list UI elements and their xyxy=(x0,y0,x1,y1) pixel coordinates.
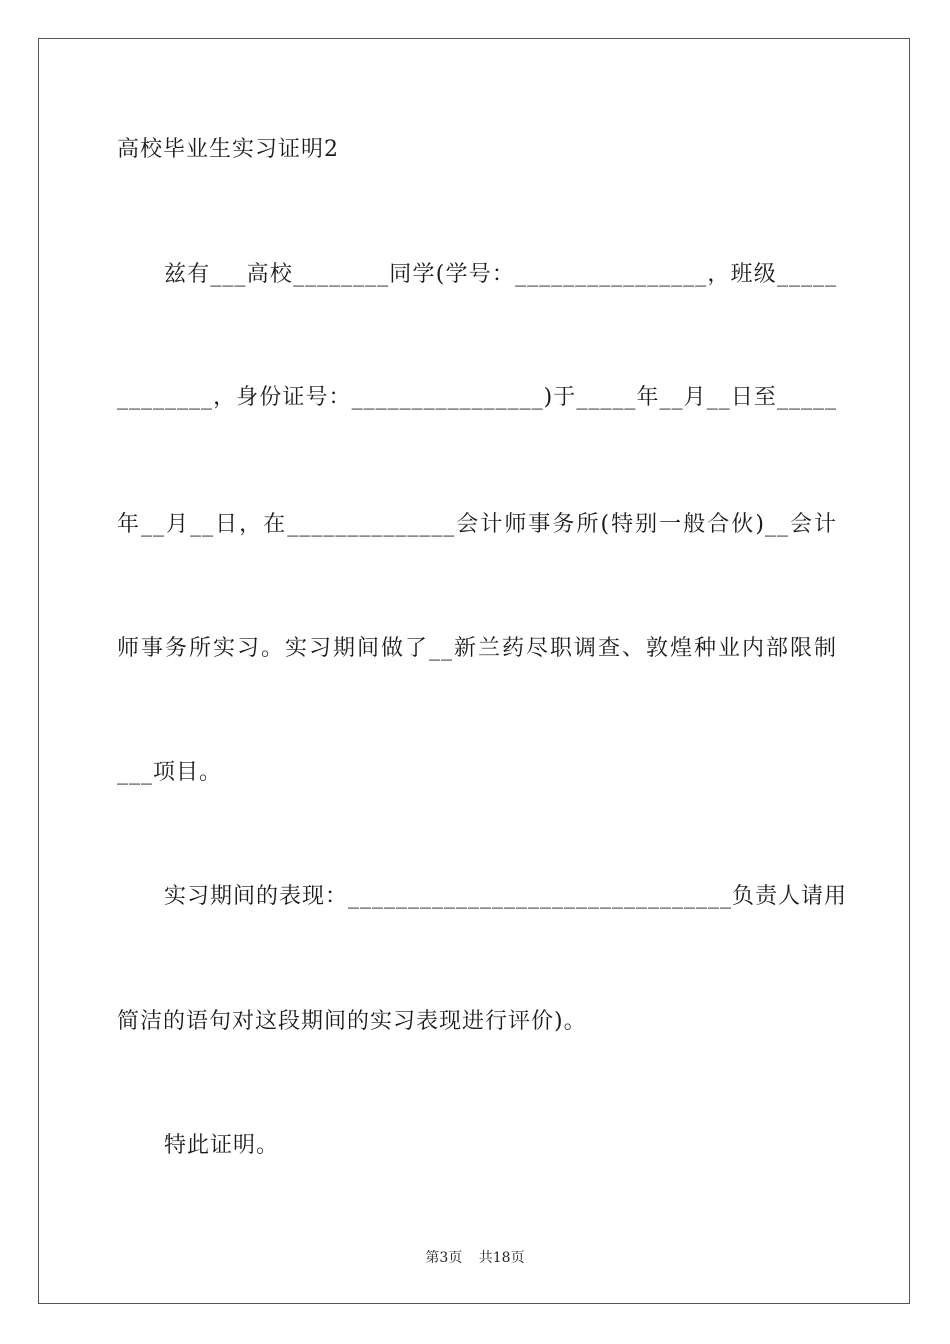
paragraph-line-7: 简洁的语句对这段期间的实习表现进行评价)。 xyxy=(117,1009,587,1034)
document-title: 高校毕业生实习证明2 xyxy=(117,137,339,162)
paragraph-line-6: 实习期间的表现：________________________________负责人请用 xyxy=(164,884,848,909)
page-footer xyxy=(0,1247,950,1267)
paragraph-line-1: 兹有___高校________同学(学号：________________，班级_____ xyxy=(164,262,837,287)
paragraph-line-3: 年__月__日，在______________会计师事务所(特别一般合伙)__会计 xyxy=(117,512,837,537)
paragraph-line-5: ___项目。 xyxy=(117,760,223,785)
page-border xyxy=(38,38,910,1304)
paragraph-line-2: ________，身份证号：________________)于_____年__月__日至_____ xyxy=(117,385,837,410)
paragraph-line-4: 师事务所实习。实习期间做了__新兰药尽职调查、敦煌种业内部限制 xyxy=(117,636,837,661)
page-number: 第3页 xyxy=(425,1250,463,1266)
page-total: 共18页 xyxy=(478,1250,525,1266)
closing-statement: 特此证明。 xyxy=(164,1133,280,1158)
